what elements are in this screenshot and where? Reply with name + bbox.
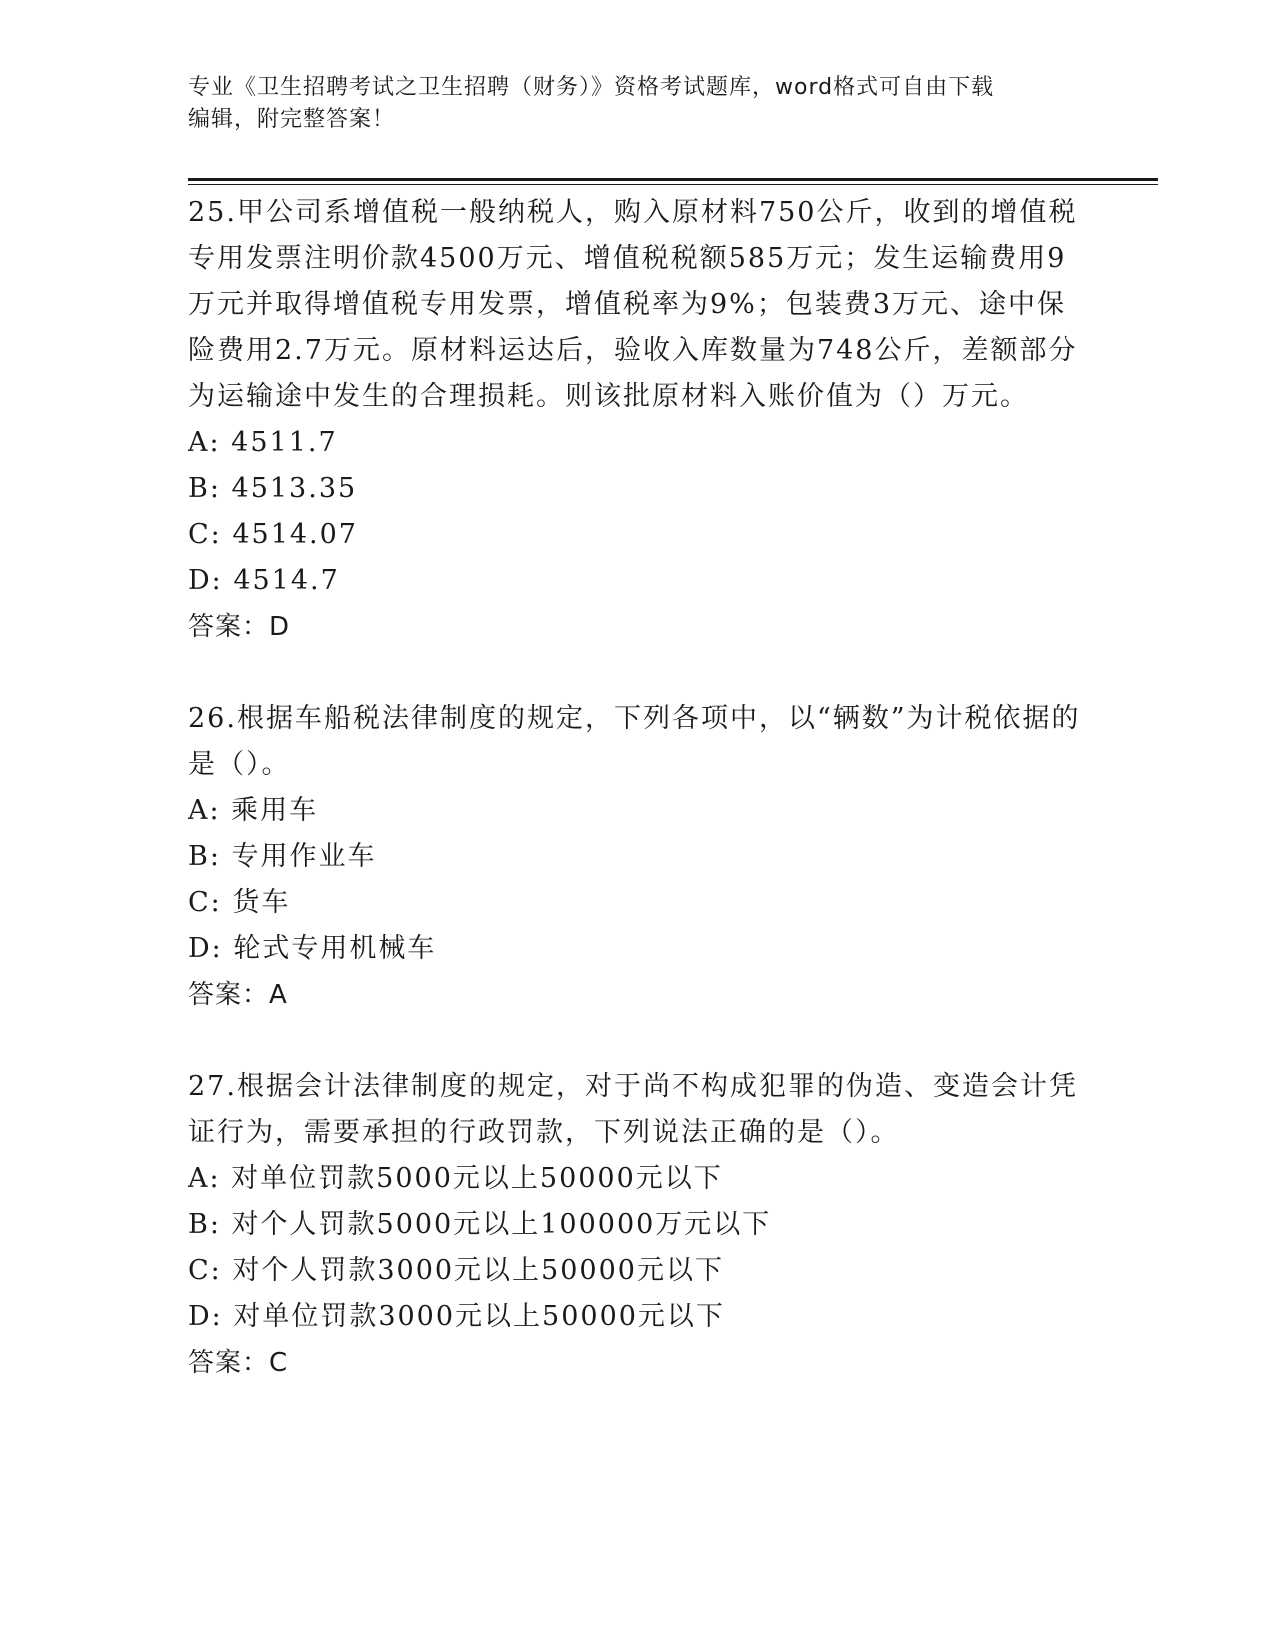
option-d: D: 4514.7 [188, 565, 340, 596]
answer: 答案：C [188, 1348, 289, 1378]
option-a: A: 乘用车 [188, 795, 319, 826]
option-d: D: 对单位罚款3000元以上50000元以下 [188, 1301, 725, 1332]
option-a: A: 对单位罚款5000元以上50000元以下 [188, 1163, 723, 1194]
question-spacer [188, 650, 1088, 696]
question-list [188, 190, 1088, 1386]
question-26 [188, 696, 1088, 1018]
header-divider-thick [188, 178, 1158, 181]
answer: 答案：D [188, 612, 291, 642]
option-b: B: 4513.35 [188, 473, 358, 504]
document-header [188, 72, 1088, 136]
question-25 [188, 190, 1088, 650]
header-line-1: 专业《卫生招聘考试之卫生招聘（财务）》资格考试题库，word格式可自由下载 [188, 75, 995, 100]
question-text: 26.根据车船税法律制度的规定，下列各项中，以“辆数”为计税依据的是（）。 [188, 703, 1081, 780]
question-27 [188, 1064, 1088, 1386]
answer: 答案：A [188, 980, 288, 1010]
question-text: 25.甲公司系增值税一般纳税人，购入原材料750公斤，收到的增值税专用发票注明价款4500万元、增值税税额585万元；发生运输费用9万元并取得增值税专用发票，增值税率为9%；包装费3万元、途中保险费用2.7万元。原材料运达后，验收入库数量为748公斤，差额部分为运输途中发生的合理损耗。则该批原材料入账价值为（）万元。 [188, 197, 1078, 412]
option-b: B: 对个人罚款5000元以上100000万元以下 [188, 1209, 772, 1240]
option-c: C: 对个人罚款3000元以上50000元以下 [188, 1255, 724, 1286]
header-line-2: 编辑，附完整答案！ [188, 107, 396, 132]
option-c: C: 货车 [188, 887, 291, 918]
option-c: C: 4514.07 [188, 519, 358, 550]
question-spacer [188, 1018, 1088, 1064]
option-b: B: 专用作业车 [188, 841, 377, 872]
option-a: A: 4511.7 [188, 427, 338, 458]
question-text: 27.根据会计法律制度的规定，对于尚不构成犯罪的伪造、变造会计凭证行为，需要承担的行政罚款，下列说法正确的是（）。 [188, 1071, 1078, 1148]
option-d: D: 轮式专用机械车 [188, 933, 437, 964]
header-divider-thin [188, 184, 1158, 185]
